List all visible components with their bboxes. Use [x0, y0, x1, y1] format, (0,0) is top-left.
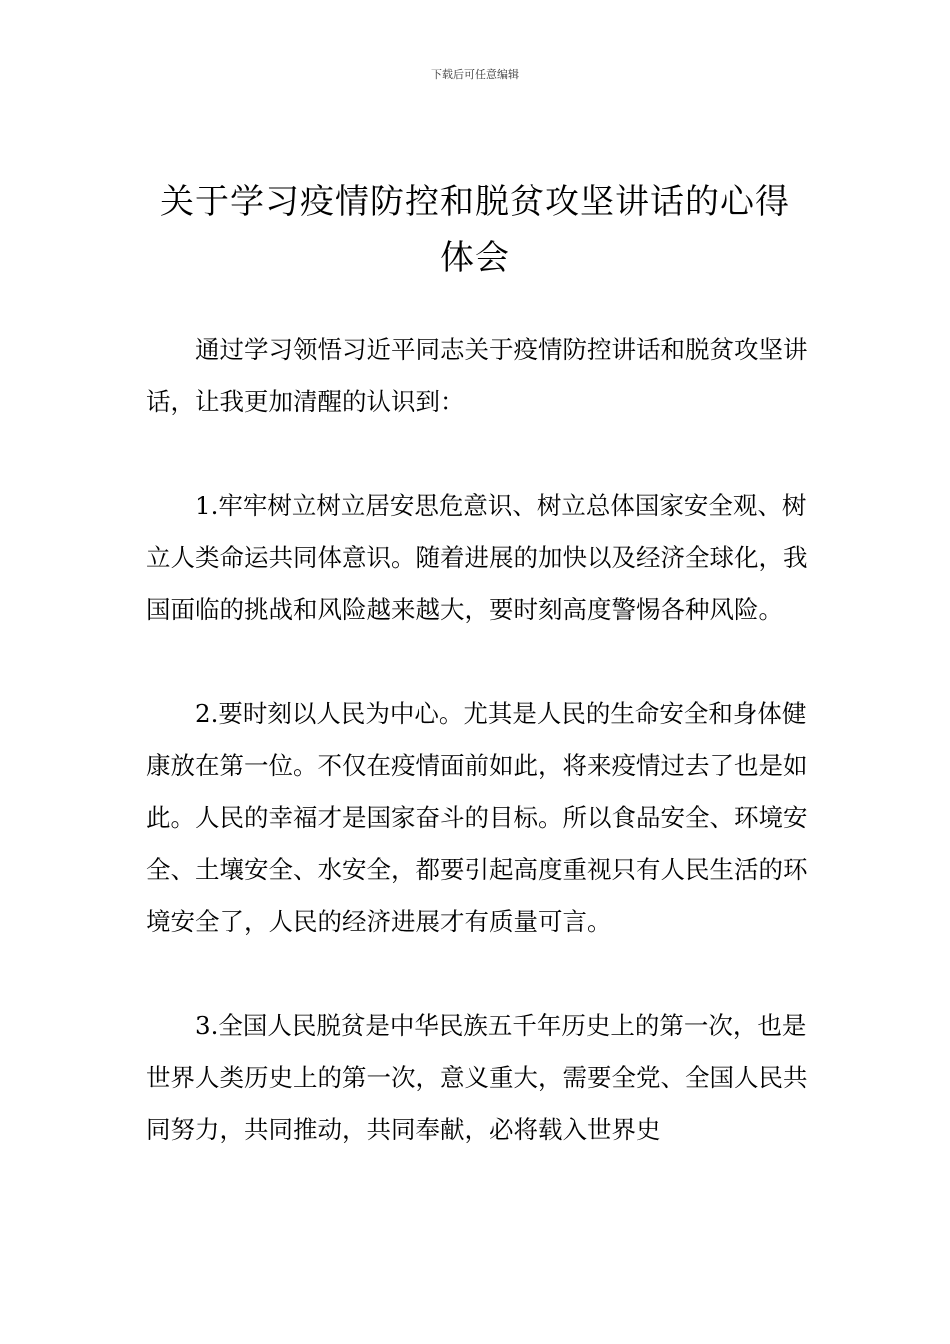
- paragraph-intro: 通过学习领悟习近平同志关于疫情防控讲话和脱贫攻坚讲话，让我更加清醒的认识到：: [146, 335, 808, 416]
- document-body: [146, 324, 814, 1208]
- document-title: [130, 174, 820, 286]
- page-header-note: 下载后可任意编辑: [431, 68, 519, 81]
- paragraph-3: 3.全国人民脱贫是中华民族五千年历史上的第一次，也是世界人类历史上的第一次，意义重大，需要全党、全国人民共同努力，共同推动，共同奉献，必将载入世界史: [146, 1011, 808, 1144]
- title-line-2: 体会: [440, 238, 510, 278]
- title-line-1: 关于学习疫情防控和脱贫攻坚讲话的心得: [160, 182, 790, 222]
- paragraph-2: 2.要时刻以人民为中心。尤其是人民的生命安全和身体健康放在第一位。不仅在疫情面前如此，将来疫情过去了也是如此。人民的幸福才是国家奋斗的目标。所以食品安全、环境安全、土壤安全、水安全，都要引起高度重视只有人民生活的环境安全了，人民的经济进展才有质量可言。: [146, 699, 808, 936]
- paragraph-1: 1.牢牢树立树立居安思危意识、树立总体国家安全观、树立人类命运共同体意识。随着进展的加快以及经济全球化，我国面临的挑战和风险越来越大，要时刻高度警惕各种风险。: [146, 491, 808, 624]
